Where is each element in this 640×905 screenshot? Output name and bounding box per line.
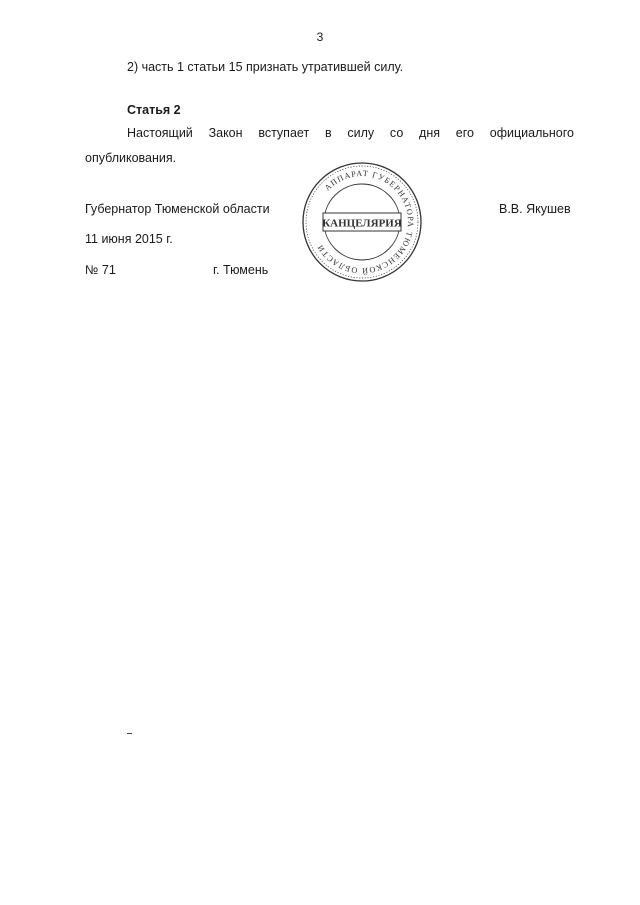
signing-place: г. Тюмень — [213, 263, 269, 277]
article-2-heading: Статья 2 — [127, 103, 181, 117]
signer-title: Губернатор Тюменской области — [85, 202, 270, 216]
page-mark — [127, 733, 132, 734]
article-2-text-line-2: опубликования. — [85, 151, 177, 165]
article-1-item-2: 2) часть 1 статьи 15 признать утратившей силу. — [127, 60, 404, 74]
office-seal-stamp — [300, 160, 424, 284]
law-number: № 71 — [85, 263, 116, 277]
article-2-text-line-1: Настоящий Закон вступает в силу со дня его официального — [127, 126, 574, 140]
stamp-center-text: КАНЦЕЛЯРИЯ — [322, 217, 402, 230]
stamp-ring-text: АППАРАТ ГУБЕРНАТОРА ТЮМЕНСКОЙ ОБЛАСТИ — [315, 168, 416, 276]
signer-name: В.В. Якушев — [499, 202, 571, 216]
signing-date: 11 июня 2015 г. — [85, 232, 173, 246]
page-number: 3 — [316, 30, 324, 44]
